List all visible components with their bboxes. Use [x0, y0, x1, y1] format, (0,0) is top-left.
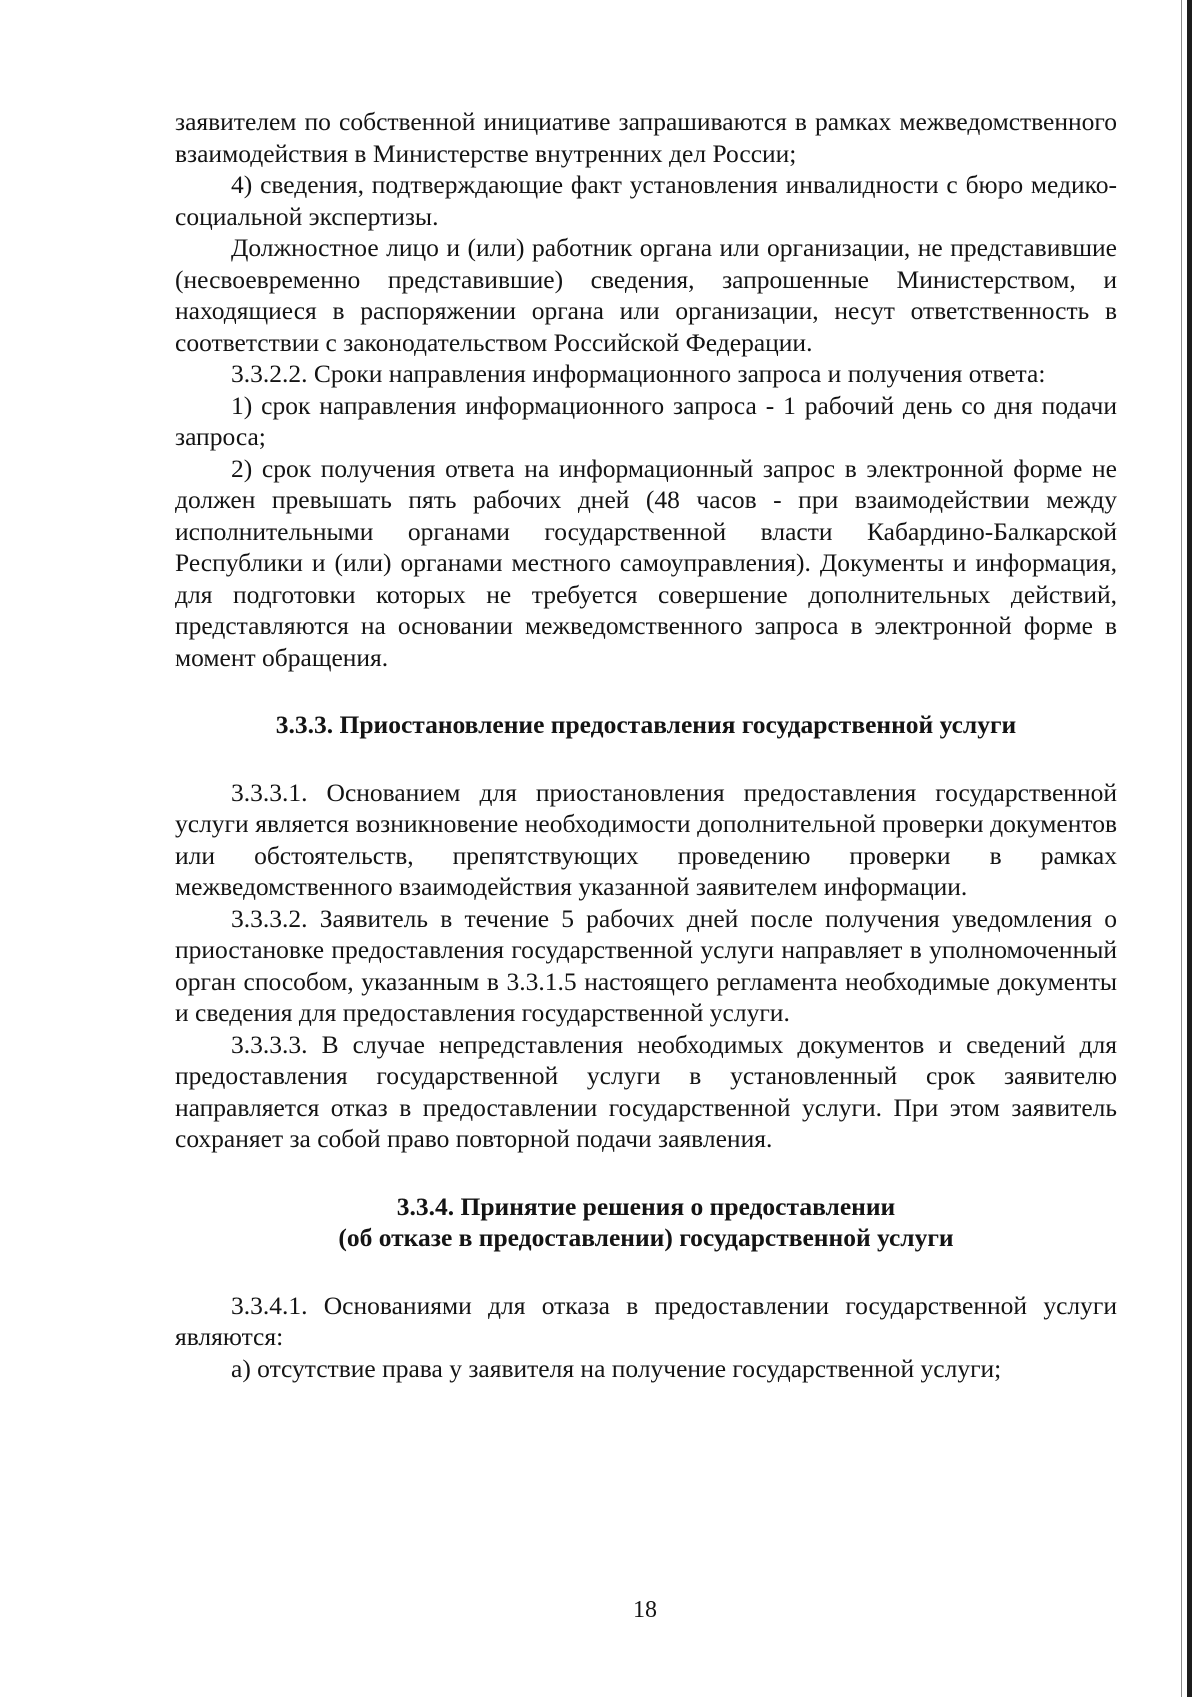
paragraph: 3.3.3.3. В случае непредставления необходимых документов и сведений для предоставления государственной услуги в установленный срок заявителю направляется отказ в предоставлении государственной услуги. При этом заявитель сохраняет за собой право повторной подачи заявления.	[175, 1029, 1117, 1153]
section-heading-block	[175, 1191, 1117, 1254]
scan-edge-line	[1181, 0, 1182, 1697]
paragraph: Должностное лицо и (или) работник органа или организации, не представившие (несвоевременно представившие) сведения, запрошенные Министерством, и находящиеся в распоряжении органа или организации, несут ответственность в соответствии с законодательством Российской Федерации.	[175, 233, 1117, 357]
paragraph: 1) срок направления информационного запроса - 1 рабочий день со дня подачи запроса;	[175, 390, 1117, 451]
paragraph: 3.3.3.1. Основанием для приостановления предоставления государственной услуги является возникновение необходимости дополнительной проверки документов или обстоятельств, препятствующих проведению проверки в рамках межведомственного взаимодействия указанной заявителем информации.	[175, 777, 1117, 901]
paragraph: 2) срок получения ответа на информационный запрос в электронной форме не должен превышать пять рабочих дней (48 часов - при взаимодействии между исполнительными органами государственной власти Кабардино-Балкарской Республики и (или) органами местного самоуправления). Документы и информация, для подготовки которых не требуется совершение дополнительных действий, представляются на основании межведомственного запроса в электронной форме в момент обращения.	[175, 453, 1117, 672]
page-number: 18	[633, 1597, 657, 1623]
section-heading-line: (об отказе в предоставлении) государственной услуги	[338, 1223, 954, 1252]
paragraph: 3.3.3.2. Заявитель в течение 5 рабочих дней после получения уведомления о приостановке предоставления государственной услуги направляет в уполномоченный орган способом, указанным в 3.3.1.5 настоящего регламента необходимые документы и сведения для предоставления государственной услуги.	[175, 903, 1117, 1027]
section-heading-line: 3.3.4. Принятие решения о предоставлении	[396, 1191, 896, 1221]
scan-edge-shadow	[1187, 0, 1192, 1697]
paragraph: 4) сведения, подтверждающие факт установления инвалидности с бюро медико-социальной экспертизы.	[175, 170, 1117, 231]
section-heading: 3.3.3. Приостановление предоставления государственной услуги	[275, 710, 1017, 739]
paragraph: 3.3.2.2. Сроки направления информационного запроса и получения ответа:	[231, 359, 1046, 388]
paragraph: 3.3.4.1. Основаниями для отказа в предоставлении государственной услуги являются:	[175, 1290, 1117, 1351]
page-body	[175, 106, 1117, 1384]
paragraph: заявителем по собственной инициативе запрашиваются в рамках межведомственного взаимодействия в Министерстве внутренних дел России;	[175, 107, 1117, 168]
paragraph: а) отсутствие права у заявителя на получение государственной услуги;	[231, 1353, 1002, 1383]
